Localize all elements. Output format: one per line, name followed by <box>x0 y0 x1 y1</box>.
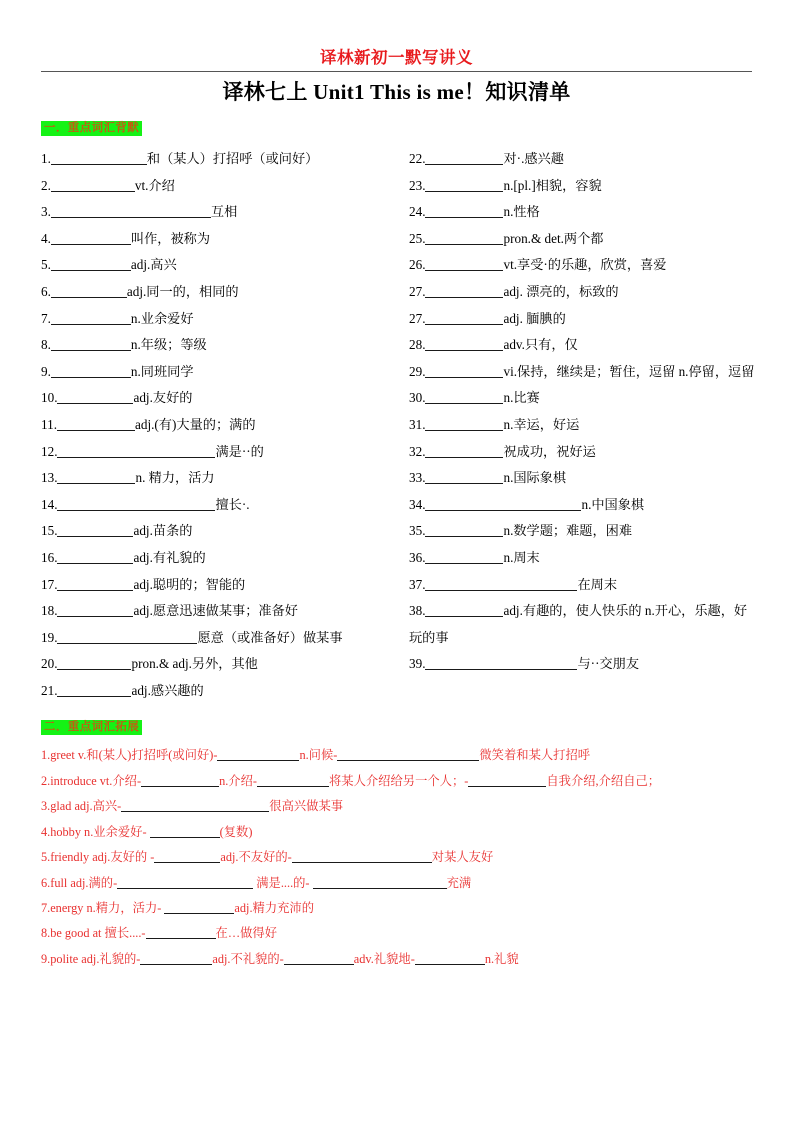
vocab-answer-blank[interactable] <box>425 178 503 192</box>
vocab-column-left <box>41 146 399 704</box>
extension-item-text: 自我介绍,介绍自己； <box>546 773 661 788</box>
vocab-item <box>41 678 389 705</box>
vocab-item-gloss: n.业余爱好 <box>130 310 194 326</box>
extension-answer-blank[interactable] <box>146 926 216 939</box>
vocab-answer-blank[interactable] <box>425 311 503 325</box>
vocab-item <box>41 572 389 599</box>
section-vocab-extension <box>0 704 793 972</box>
vocab-item <box>409 306 757 333</box>
extension-answer-blank[interactable] <box>164 901 234 914</box>
vocab-item-number: 33. <box>409 470 426 486</box>
vocab-item-number: 29. <box>409 363 426 379</box>
vocab-item-number: 13. <box>41 470 58 486</box>
vocab-item-gloss: 对·.感兴趣 <box>503 151 564 166</box>
vocab-answer-blank[interactable] <box>425 231 503 245</box>
vocab-item-number: 27. <box>409 283 426 299</box>
vocab-item-gloss: adj. 腼腆的 <box>503 310 566 326</box>
extension-item-text: n.介绍- <box>219 773 257 788</box>
vocab-item-gloss: n.年级；等级 <box>130 337 207 353</box>
vocab-item <box>409 199 757 226</box>
vocab-item-gloss: 互相 <box>210 204 238 220</box>
vocab-answer-blank[interactable] <box>425 364 503 378</box>
extension-answer-blank[interactable] <box>313 876 447 889</box>
vocab-item-number: 1. <box>41 151 51 166</box>
document-header-banner: 译林新初一默写讲义 <box>320 48 473 67</box>
vocab-item-gloss: 擅长·. <box>215 496 250 512</box>
vocab-item-gloss: 愿意（或准备好）做某事 <box>197 629 343 645</box>
vocab-extension-item <box>41 820 757 845</box>
vocab-column-right <box>399 146 757 704</box>
vocab-item <box>409 651 757 678</box>
extension-answer-blank[interactable] <box>292 850 432 863</box>
vocab-item <box>409 146 757 173</box>
vocab-item-number: 22. <box>409 151 426 166</box>
vocab-answer-blank[interactable] <box>51 337 131 351</box>
vocab-item <box>409 439 757 466</box>
extension-answer-blank[interactable] <box>141 774 219 787</box>
vocab-answer-blank[interactable] <box>425 523 503 537</box>
extension-item-text: 5.friendly adj.友好的 - <box>41 850 155 865</box>
vocab-item-number: 8. <box>41 337 51 353</box>
vocab-item-number: 18. <box>41 603 58 619</box>
vocab-item <box>409 412 757 439</box>
vocab-item <box>41 439 389 466</box>
vocab-item <box>41 625 389 652</box>
vocab-answer-blank[interactable] <box>57 630 197 644</box>
vocab-item <box>409 359 757 386</box>
vocab-item <box>409 226 757 253</box>
vocab-item-gloss: 祝成功，祝好运 <box>503 443 596 459</box>
vocab-extension-list <box>0 743 793 972</box>
vocab-answer-blank[interactable] <box>57 683 131 697</box>
vocab-answer-blank[interactable] <box>425 284 503 298</box>
vocab-item <box>41 492 389 519</box>
vocab-item-gloss: adj.高兴 <box>130 257 177 273</box>
extension-item-text: n.问候- <box>299 748 338 763</box>
extension-item-text: 8.be good at 擅长....- <box>41 926 146 941</box>
vocab-item-number: 39. <box>409 656 426 672</box>
vocab-item-gloss: adj.同一的，相同的 <box>126 283 239 299</box>
extension-item-text: 2.introduce vt.介绍- <box>41 773 142 788</box>
vocab-item <box>41 518 389 545</box>
vocab-item-gloss: adj. 漂亮的，标致的 <box>503 283 619 299</box>
vocab-item-gloss: adj.愿意迅速做某事；准备好 <box>133 603 298 619</box>
vocab-extension-item <box>41 743 757 768</box>
vocab-item-number: 36. <box>409 549 426 565</box>
vocab-item-number: 34. <box>409 496 426 512</box>
vocab-item-gloss: n.性格 <box>503 204 540 220</box>
vocab-item-number: 17. <box>41 576 58 592</box>
vocab-item <box>41 651 389 678</box>
vocab-item-number: 9. <box>41 363 51 379</box>
extension-item-text: 7.energy n.精力，活力- <box>41 900 165 915</box>
vocab-item-gloss: adv.只有，仅 <box>503 337 578 353</box>
vocab-item-number: 28. <box>409 337 426 353</box>
vocab-item-number: 30. <box>409 390 426 406</box>
vocab-answer-blank[interactable] <box>425 497 581 511</box>
vocab-answer-blank[interactable] <box>425 444 503 458</box>
vocab-item-gloss: adj.友好的 <box>133 390 193 406</box>
extension-item-text: 在…做得好 <box>215 926 278 941</box>
page-title: 译林七上 Unit1 This is me！知识清单 <box>222 80 571 104</box>
section-heading-label: 二．重点词汇拓展 <box>41 720 142 735</box>
extension-item-text: 微笑着和某人打招呼 <box>479 748 591 763</box>
extension-answer-blank[interactable] <box>117 876 253 889</box>
vocab-item <box>409 545 757 572</box>
vocab-item-gloss: 叫作，被称为 <box>130 230 211 246</box>
vocab-item-gloss: vi.保持，继续是；暂住，逗留 n.停留，逗留 <box>503 363 755 379</box>
vocab-item <box>41 173 389 200</box>
extension-item-text: adj.不友好的- <box>220 850 292 865</box>
vocab-answer-blank[interactable] <box>51 284 127 298</box>
vocab-item-gloss: n.周末 <box>503 549 540 565</box>
vocab-item-gloss: adj.有趣的，使人快乐的 n.开心，乐趣，好玩的事 <box>409 603 748 645</box>
extension-answer-blank[interactable] <box>140 952 212 965</box>
vocab-item-number: 15. <box>41 523 58 539</box>
vocab-item-number: 11. <box>41 416 57 432</box>
vocab-extension-item <box>41 896 757 921</box>
vocab-item-gloss: 在周末 <box>577 576 618 592</box>
vocab-item-gloss: n.中国象棋 <box>581 496 645 512</box>
vocab-item <box>409 252 757 279</box>
vocab-item-number: 23. <box>409 177 426 193</box>
extension-item-text: 1.greet v.和(某人)打招呼(或问好)- <box>41 748 218 763</box>
vocab-item <box>41 252 389 279</box>
vocab-item <box>41 306 389 333</box>
vocab-item-gloss: pron.& det.两个都 <box>503 230 604 246</box>
vocab-answer-blank[interactable] <box>425 470 503 484</box>
vocab-answer-blank[interactable] <box>425 390 503 404</box>
vocab-item <box>41 332 389 359</box>
vocab-answer-blank[interactable] <box>425 656 577 670</box>
vocab-item-number: 24. <box>409 204 426 220</box>
extension-answer-blank[interactable] <box>284 952 354 965</box>
extension-item-text: (复数) <box>219 824 253 839</box>
extension-item-text: 充满 <box>446 875 472 890</box>
extension-item-text: 9.polite adj.礼貌的- <box>41 951 141 966</box>
vocab-answer-blank[interactable] <box>51 178 135 192</box>
extension-item-text: 很高兴做某事 <box>269 799 344 814</box>
vocab-item-gloss: n.[pl.]相貌，容貌 <box>503 177 602 193</box>
vocab-answer-blank[interactable] <box>57 417 135 431</box>
extension-item-text: 对某人友好 <box>431 850 494 865</box>
vocab-extension-item <box>41 947 757 972</box>
vocab-item-number: 32. <box>409 443 426 459</box>
header-divider <box>41 71 752 72</box>
vocab-item-number: 25. <box>409 230 426 246</box>
vocab-extension-item <box>41 794 757 819</box>
section-heading-vocab-extension <box>41 717 142 735</box>
vocab-item <box>409 492 757 519</box>
vocab-item-gloss: adj.聪明的；智能的 <box>133 576 246 592</box>
vocab-item <box>41 598 389 625</box>
extension-answer-blank[interactable] <box>154 850 220 863</box>
vocab-answer-blank[interactable] <box>57 390 133 404</box>
vocab-item <box>409 173 757 200</box>
vocab-item <box>409 598 757 651</box>
vocab-two-column-list <box>0 146 793 704</box>
vocab-item-number: 35. <box>409 523 426 539</box>
vocab-item-gloss: adj.(有)大量的；满的 <box>135 416 256 432</box>
vocab-answer-blank[interactable] <box>57 550 133 564</box>
vocab-answer-blank[interactable] <box>425 204 503 218</box>
vocab-item-gloss: adj.有礼貌的 <box>133 549 206 565</box>
vocab-answer-blank[interactable] <box>425 577 577 591</box>
section-heading-vocab-recall <box>41 118 142 136</box>
vocab-item <box>41 359 389 386</box>
extension-item-text: 4.hobby n.业余爱好- <box>41 824 150 839</box>
vocab-item <box>41 545 389 572</box>
vocab-answer-blank[interactable] <box>51 151 147 165</box>
vocab-item-gloss: n.国际象棋 <box>503 470 567 486</box>
vocab-answer-blank[interactable] <box>51 311 131 325</box>
vocab-answer-blank[interactable] <box>57 444 215 458</box>
vocab-item-number: 37. <box>409 576 426 592</box>
vocab-answer-blank[interactable] <box>51 204 211 218</box>
extension-item-text: adj.精力充沛的 <box>234 900 315 915</box>
vocab-answer-blank[interactable] <box>57 523 133 537</box>
vocab-extension-item <box>41 845 757 870</box>
vocab-item-gloss: adj.感兴趣的 <box>131 682 204 698</box>
vocab-item <box>41 465 389 492</box>
vocab-item <box>41 279 389 306</box>
vocab-answer-blank[interactable] <box>425 550 503 564</box>
vocab-item-number: 10. <box>41 390 58 406</box>
vocab-item <box>41 385 389 412</box>
vocab-item-number: 4. <box>41 230 51 246</box>
vocab-answer-blank[interactable] <box>57 656 131 670</box>
vocab-answer-blank[interactable] <box>425 417 503 431</box>
vocab-item-number: 26. <box>409 257 426 273</box>
vocab-answer-blank[interactable] <box>425 257 503 271</box>
vocab-answer-blank[interactable] <box>51 257 131 271</box>
vocab-item-gloss: vt.介绍 <box>134 177 175 193</box>
vocab-answer-blank[interactable] <box>51 231 131 245</box>
vocab-item <box>409 465 757 492</box>
vocab-extension-item <box>41 769 757 794</box>
extension-answer-blank[interactable] <box>468 774 546 787</box>
vocab-item <box>41 226 389 253</box>
vocab-item-gloss: n.比赛 <box>503 390 540 406</box>
vocab-item-number: 2. <box>41 177 51 193</box>
vocab-item-number: 27. <box>409 310 426 326</box>
vocab-item <box>409 279 757 306</box>
vocab-answer-blank[interactable] <box>57 497 215 511</box>
vocab-item-number: 6. <box>41 283 51 299</box>
vocab-item-gloss: 与··交朋友 <box>577 656 640 672</box>
extension-item-text: 6.full adj.满的- <box>41 875 118 890</box>
vocab-item <box>41 146 389 173</box>
vocab-item-number: 7. <box>41 310 51 326</box>
vocab-item-gloss: pron.& adj.另外，其他 <box>131 656 258 672</box>
vocab-answer-blank[interactable] <box>57 577 133 591</box>
extension-answer-blank[interactable] <box>217 748 299 761</box>
extension-answer-blank[interactable] <box>150 825 220 838</box>
extension-answer-blank[interactable] <box>337 748 479 761</box>
extension-answer-blank[interactable] <box>121 799 269 812</box>
vocab-item <box>41 412 389 439</box>
vocab-item <box>409 572 757 599</box>
vocab-answer-blank[interactable] <box>425 337 503 351</box>
vocab-item-number: 20. <box>41 656 58 672</box>
vocab-answer-blank[interactable] <box>425 603 503 617</box>
extension-item-text: n.礼貌 <box>484 951 519 966</box>
vocab-item-number: 5. <box>41 257 51 273</box>
vocab-extension-item <box>41 921 757 946</box>
vocab-item-gloss: 和（某人）打招呼（或问好） <box>146 151 319 166</box>
vocab-item-number: 21. <box>41 682 58 698</box>
extension-item-text: adv.礼貌地- <box>353 951 415 966</box>
vocab-item <box>409 385 757 412</box>
vocab-item-gloss: adj.苗条的 <box>133 523 193 539</box>
vocab-item-gloss: 满是··的 <box>215 443 264 459</box>
section-vocab-recall <box>0 105 793 704</box>
vocab-item <box>41 199 389 226</box>
vocab-item-number: 31. <box>409 416 426 432</box>
vocab-item-gloss: vt.享受·的乐趣，欣赏，喜爱 <box>503 257 667 273</box>
vocab-item-number: 12. <box>41 443 58 459</box>
vocab-answer-blank[interactable] <box>57 603 133 617</box>
vocab-item-number: 14. <box>41 496 58 512</box>
vocab-extension-item <box>41 871 757 896</box>
vocab-item-gloss: n.数学题；难题，困难 <box>503 523 633 539</box>
extension-answer-blank[interactable] <box>257 774 329 787</box>
vocab-item-gloss: n.同班同学 <box>130 363 194 379</box>
vocab-item-gloss: n. 精力，活力 <box>135 470 215 486</box>
vocab-item-number: 3. <box>41 204 51 220</box>
extension-answer-blank[interactable] <box>415 952 485 965</box>
extension-item-text: adj.不礼貌的- <box>212 951 284 966</box>
extension-item-text: 满是....的- <box>253 875 313 890</box>
vocab-item-gloss: n.幸运，好运 <box>503 416 580 432</box>
section-heading-label: 一．重点词汇背默 <box>41 121 142 136</box>
vocab-item <box>409 518 757 545</box>
vocab-item-number: 16. <box>41 549 58 565</box>
vocab-item-number: 19. <box>41 629 58 645</box>
vocab-answer-blank[interactable] <box>57 470 135 484</box>
vocab-item <box>409 332 757 359</box>
vocab-answer-blank[interactable] <box>425 151 503 165</box>
vocab-answer-blank[interactable] <box>51 364 131 378</box>
extension-item-text: 将某人介绍给另一个人；- <box>328 773 469 788</box>
extension-item-text: 3.glad adj.高兴- <box>41 799 122 814</box>
vocab-item-number: 38. <box>409 603 426 619</box>
